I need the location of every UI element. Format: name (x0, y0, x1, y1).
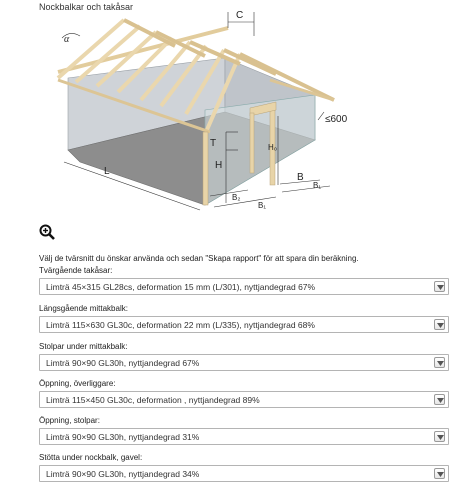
chevron-down-icon[interactable] (434, 357, 445, 368)
field-label-cross-purlins: Tvärgående takåsar: (39, 266, 113, 275)
h-label: H (215, 160, 223, 171)
select-ridge-posts[interactable] (39, 354, 449, 371)
select-value: Limträ 90×90 GL30h, nyttjandegrad 31% (46, 432, 200, 442)
b-label: B (297, 172, 304, 183)
select-ridge-beam[interactable] (39, 316, 449, 333)
spacing-c-label: C (236, 10, 244, 21)
spacing-label: ≤600 (325, 114, 348, 125)
chevron-down-icon[interactable] (434, 394, 445, 405)
magnifier-plus-icon[interactable] (39, 224, 55, 240)
diagram-title: Nockbalkar och takåsar (39, 2, 134, 12)
chevron-down-icon[interactable] (434, 281, 445, 292)
b2-label: B₂ (232, 193, 241, 202)
chevron-down-icon[interactable] (434, 468, 445, 479)
select-value: Limträ 115×450 GL30c, deformation , nyttjandegrad 89% (46, 395, 260, 405)
field-label-ridge-beam: Längsgående mittakbalk: (39, 304, 128, 313)
select-value: Limträ 90×90 GL30h, nyttjandegrad 34% (46, 469, 200, 479)
field-label-opening-posts: Öppning, stolpar: (39, 416, 100, 425)
field-label-gable-support: Stötta under nockbalk, gavel: (39, 453, 143, 462)
select-value: Limträ 90×90 GL30h, nyttjandegrad 67% (46, 358, 200, 368)
select-gable-support[interactable] (39, 465, 449, 482)
select-opening-posts[interactable] (39, 428, 449, 445)
angle-label: α (64, 34, 70, 45)
instruction-text: Välj de tvärsnitt du önskar använda och sedan "Skapa rapport" för att spara din beräkning. (39, 254, 359, 263)
select-value: Limträ 45×315 GL28cs, deformation 15 mm (L/301), nyttjandegrad 67% (46, 282, 316, 292)
field-label-ridge-posts: Stolpar under mittakbalk: (39, 342, 128, 351)
post-left (203, 132, 208, 205)
select-value: Limträ 115×630 GL30c, deformation 22 mm (L/335), nyttjandegrad 68% (46, 320, 315, 330)
ho-label: H₀ (268, 143, 278, 152)
b1-label: B₁ (258, 201, 267, 210)
t-label: T (210, 138, 217, 149)
chevron-down-icon[interactable] (434, 319, 445, 330)
b1-label-right: B₁ (313, 181, 322, 190)
chevron-down-icon[interactable] (434, 431, 445, 442)
building-diagram (0, 0, 474, 222)
select-cross-purlins[interactable] (39, 278, 449, 295)
length-label: L (104, 166, 110, 177)
field-label-opening-lintel: Öppning, överliggare: (39, 379, 116, 388)
select-opening-lintel[interactable] (39, 391, 449, 408)
